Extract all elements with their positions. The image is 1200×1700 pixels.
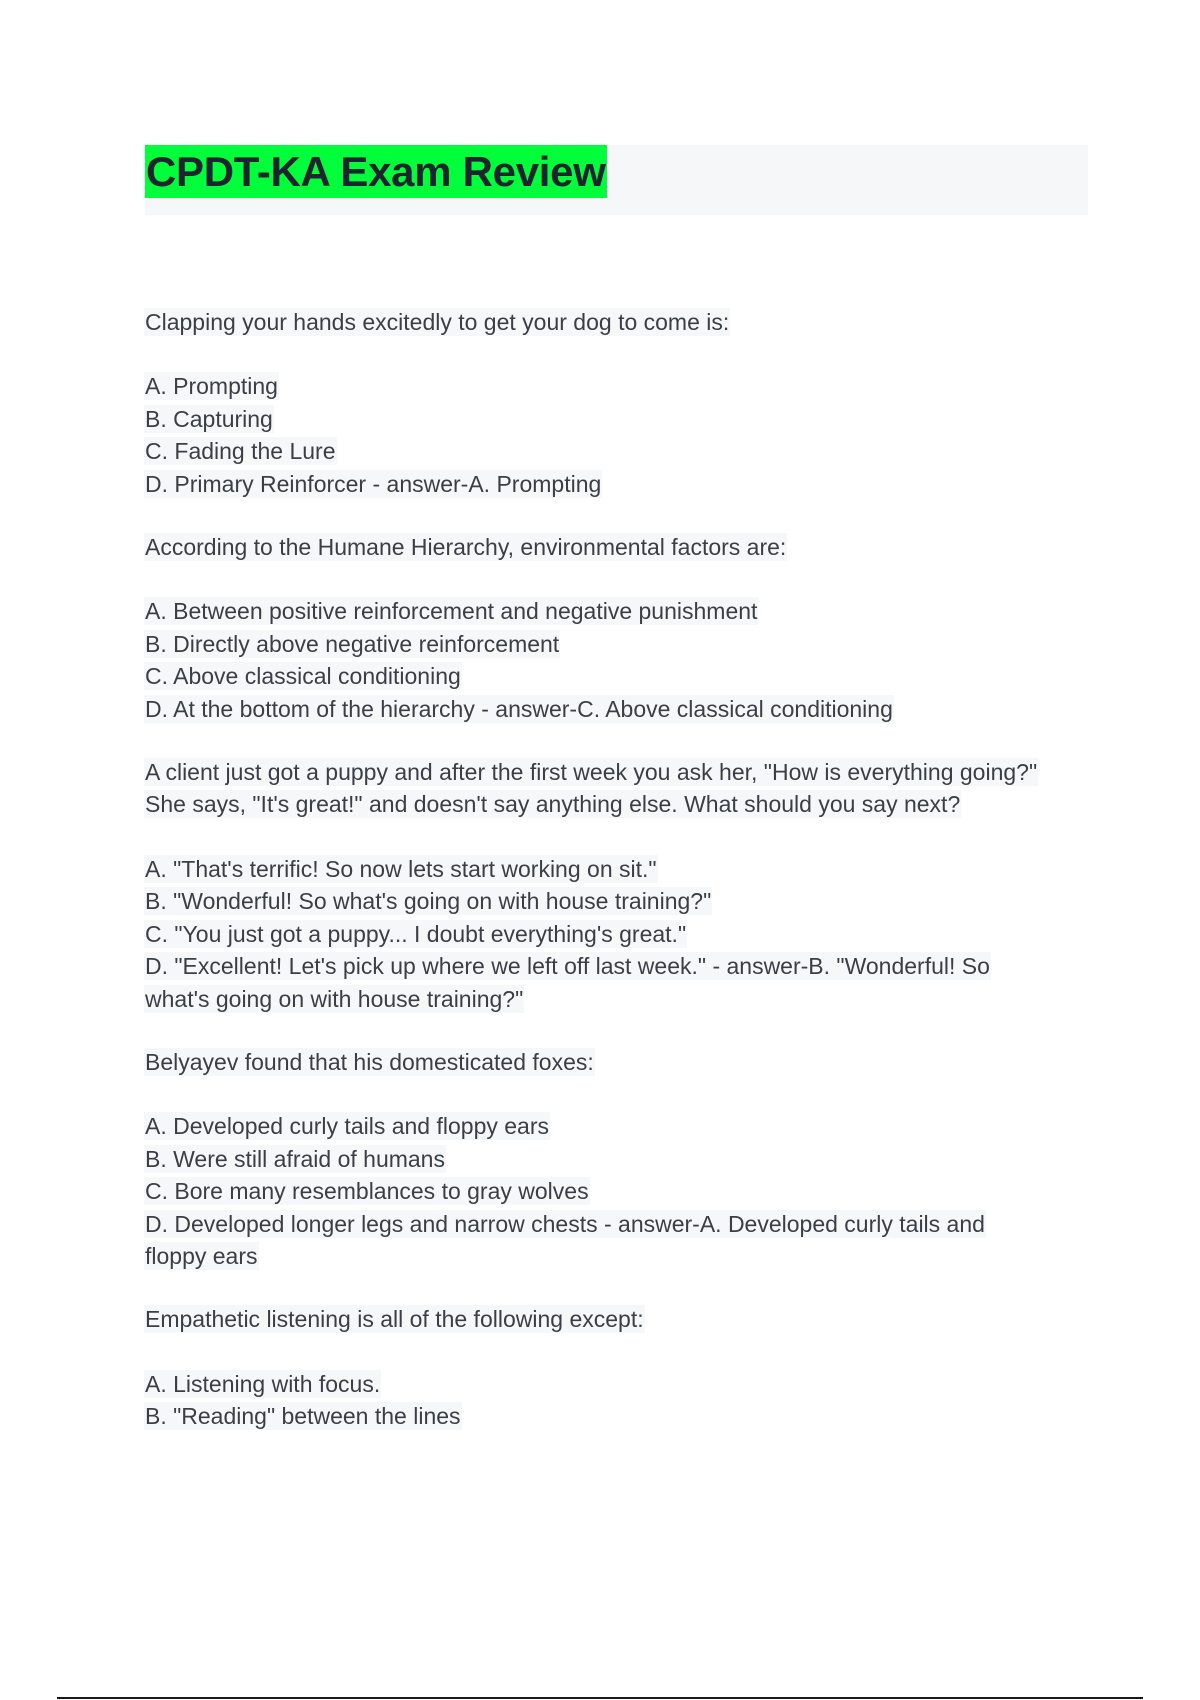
title-banner (145, 145, 1088, 215)
option-a: A. Listening with focus. (145, 1370, 381, 1397)
option-b: B. "Reading" between the lines (145, 1403, 461, 1430)
question-stem (145, 1046, 1095, 1078)
question-stem (145, 1303, 1095, 1335)
option-b: B. Capturing (145, 405, 273, 432)
answer-options (145, 370, 1095, 500)
option-c: C. Above classical conditioning (145, 663, 461, 690)
option-c: C. Fading the Lure (145, 438, 336, 465)
stem-line: Clapping your hands excitedly to get your dog to come is: (145, 309, 730, 335)
stem-line: Empathetic listening is all of the following except: (145, 1306, 644, 1333)
question-stem (145, 531, 1095, 563)
option-d-with-answer: D. Developed longer legs and narrow chests - answer-A. Developed curly tails and (145, 1210, 985, 1237)
option-b: B. "Wonderful! So what's going on with house training?" (145, 888, 712, 915)
stem-line: A client just got a puppy and after the first week you ask her, "How is everything going?" (145, 759, 1038, 786)
page-bottom-rule (57, 1697, 1143, 1699)
question-1 (145, 306, 1095, 500)
question-list (145, 306, 1095, 1464)
option-d-with-answer: D. Primary Reinforcer - answer-A. Prompting (145, 470, 602, 497)
question-stem (145, 756, 1095, 821)
question-4 (145, 1046, 1095, 1272)
answer-options (145, 595, 1095, 725)
option-a: A. "That's terrific! So now lets start working on sit." (145, 855, 657, 882)
stem-line: Belyayev found that his domesticated foxes: (145, 1048, 594, 1075)
option-b: B. Directly above negative reinforcement (145, 630, 560, 657)
option-a: A. Between positive reinforcement and negative punishment (145, 598, 758, 625)
question-3 (145, 756, 1095, 1015)
option-d-with-answer: D. "Excellent! Let's pick up where we left off last week." - answer-B. "Wonderful! So (145, 953, 990, 980)
question-2 (145, 531, 1095, 725)
stem-line: According to the Humane Hierarchy, environmental factors are: (145, 534, 787, 561)
question-5 (145, 1303, 1095, 1432)
option-a: A. Prompting (145, 373, 278, 400)
question-stem (145, 306, 1095, 338)
option-d-with-answer: D. At the bottom of the hierarchy - answer-C. Above classical conditioning (145, 695, 893, 722)
option-a: A. Developed curly tails and floppy ears (145, 1113, 549, 1140)
option-d-with-answer-continued: floppy ears (145, 1242, 258, 1269)
option-d-with-answer-continued: what's going on with house training?" (145, 985, 524, 1012)
document-title: CPDT-KA Exam Review (145, 145, 607, 198)
answer-options (145, 853, 1095, 1015)
answer-options (145, 1368, 1095, 1433)
answer-options (145, 1110, 1095, 1272)
option-b: B. Were still afraid of humans (145, 1145, 445, 1172)
option-c: C. "You just got a puppy... I doubt everything's great." (145, 920, 687, 947)
option-c: C. Bore many resemblances to gray wolves (145, 1178, 589, 1205)
stem-line: She says, "It's great!" and doesn't say anything else. What should you say next? (145, 791, 961, 818)
